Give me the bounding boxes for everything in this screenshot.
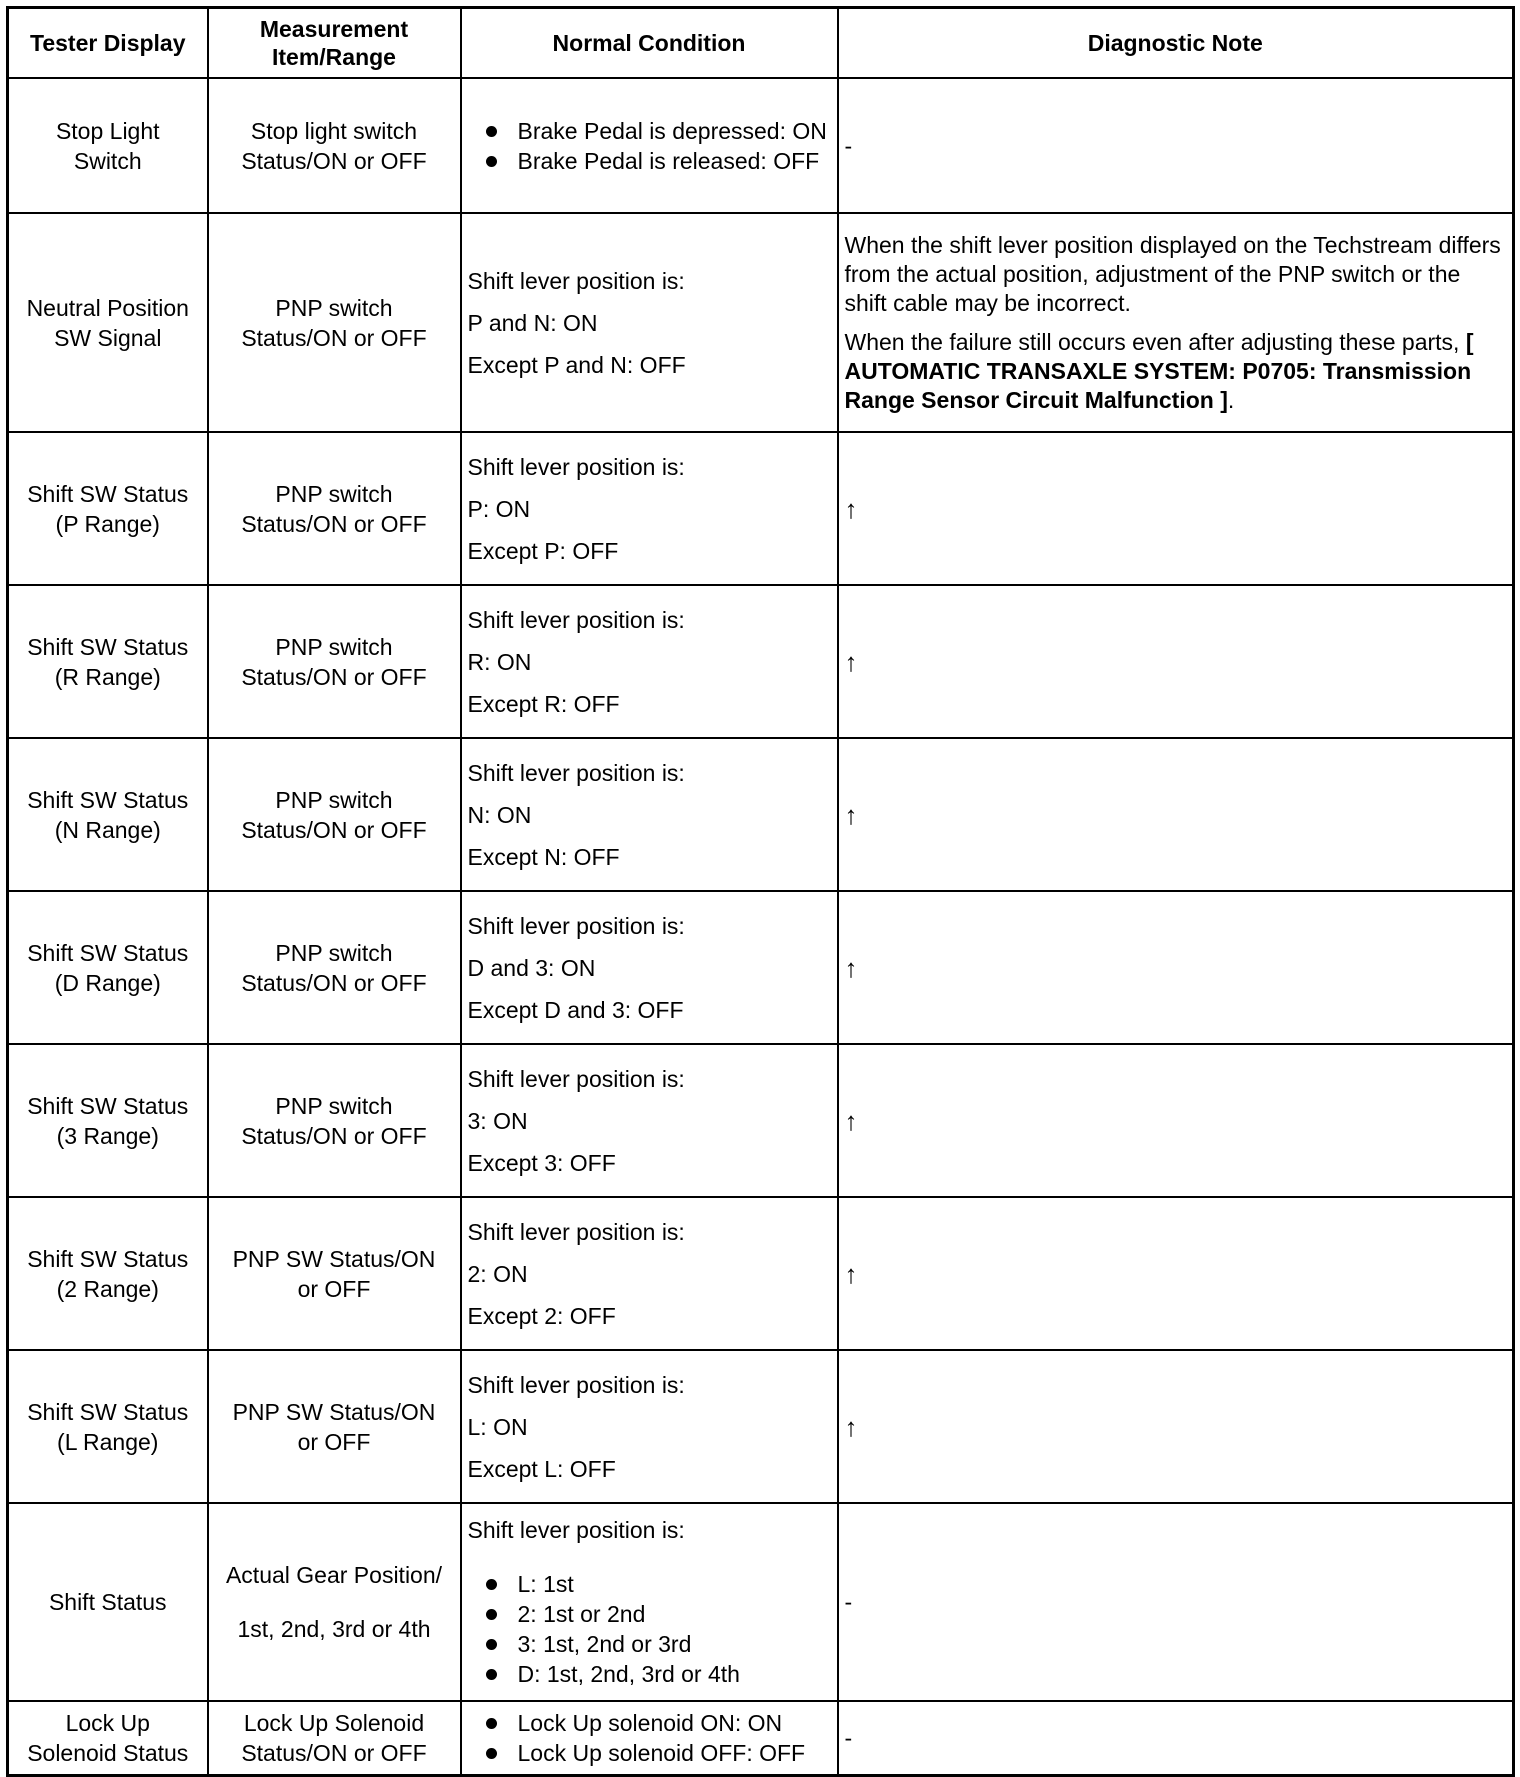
- condition-line: 3: ON: [467, 1107, 528, 1134]
- diagnostic-note-text: .: [1227, 386, 1235, 413]
- measurement-text: or OFF: [297, 1275, 371, 1302]
- condition-line: Shift lever position is:: [467, 606, 685, 633]
- measurement-text: Stop light switch: [250, 117, 418, 144]
- tester-display-text: (3 Range): [56, 1122, 159, 1149]
- measurement-text: Status/ON or OFF: [241, 1739, 427, 1766]
- header-tester-display: Tester Display: [8, 8, 208, 79]
- tester-display-text: (P Range): [55, 510, 160, 537]
- condition-line: Shift lever position is:: [467, 1371, 685, 1398]
- tester-display-cell: [8, 1701, 208, 1775]
- measurement-text: PNP switch: [275, 480, 393, 507]
- tester-display-text: SW Signal: [54, 324, 162, 351]
- list-item: D: 1st, 2nd, 3rd or 4th: [468, 1659, 831, 1689]
- diagnostic-note-cell: ↑: [838, 1044, 1514, 1197]
- tester-display-text: Lock Up: [65, 1709, 150, 1736]
- condition-line: N: ON: [467, 801, 532, 828]
- condition-line: 2: ON: [467, 1260, 528, 1287]
- list-item: Brake Pedal is depressed: ON: [468, 116, 831, 146]
- measurement-cell: [208, 891, 461, 1044]
- measurement-text: PNP SW Status/ON: [232, 1398, 436, 1425]
- table-row: [8, 891, 1514, 1044]
- measurement-cell: [208, 1044, 461, 1197]
- tester-display-text: Shift SW Status: [27, 1092, 189, 1119]
- diagnostic-note-cell: ↑: [838, 738, 1514, 891]
- list-item: Lock Up solenoid OFF: OFF: [468, 1738, 831, 1768]
- measurement-cell: [208, 213, 461, 432]
- condition-bullet-list: [468, 1708, 831, 1768]
- normal-condition-cell: [461, 1503, 838, 1701]
- condition-line: Shift lever position is:: [467, 759, 685, 786]
- diagnostic-reference-link[interactable]: [ AUTOMATIC TRANSAXLE SYSTEM: P0705: Transmission Range Sensor Circuit Malfunction ]: [844, 328, 1474, 413]
- measurement-text: PNP switch: [275, 786, 393, 813]
- measurement-cell: [208, 1197, 461, 1350]
- normal-condition-cell: [461, 1197, 838, 1350]
- diagnostic-note-cell: ↑: [838, 1350, 1514, 1503]
- condition-line: D and 3: ON: [467, 954, 596, 981]
- measurement-text: Status/ON or OFF: [241, 816, 427, 843]
- measurement-text: Actual Gear Position/: [225, 1562, 443, 1588]
- condition-bullet-list: [468, 116, 831, 176]
- condition-line: P: ON: [467, 495, 531, 522]
- diagnostic-note-paragraph: [845, 328, 1507, 415]
- measurement-text: Status/ON or OFF: [241, 147, 427, 174]
- condition-line: L: ON: [467, 1413, 528, 1440]
- tester-display-cell: [8, 213, 208, 432]
- tester-display-text: Neutral Position: [26, 294, 189, 321]
- measurement-cell: [208, 585, 461, 738]
- diagnostic-note-text: When the failure still occurs even after adjusting these parts,: [844, 328, 1466, 355]
- tester-display-text: Shift SW Status: [27, 939, 189, 966]
- condition-line: Shift lever position is:: [467, 912, 685, 939]
- measurement-text: 1st, 2nd, 3rd or 4th: [237, 1616, 431, 1642]
- tester-display-text: Switch: [73, 147, 142, 174]
- tester-display-text: Stop Light: [55, 117, 160, 144]
- condition-line: Except L: OFF: [467, 1455, 616, 1482]
- measurement-text: or OFF: [297, 1428, 371, 1455]
- list-item: L: 1st: [468, 1569, 831, 1599]
- diagnostic-note-paragraph: When the shift lever position displayed on the Techstream differs from the actual position, adjustment of the PNP switch or the shift cable may be incorrect.: [844, 231, 1501, 316]
- normal-condition-cell: [461, 1350, 838, 1503]
- measurement-text: PNP switch: [275, 1092, 393, 1119]
- diagnostic-note-cell: [838, 213, 1514, 432]
- header-diagnostic-note: Diagnostic Note: [838, 8, 1514, 79]
- table-row: [8, 213, 1514, 432]
- table-row: [8, 585, 1514, 738]
- tester-display-text: (D Range): [54, 969, 161, 996]
- tester-display-text: Shift Status: [48, 1589, 167, 1615]
- condition-spacer: [468, 1545, 831, 1569]
- tester-display-cell: [8, 738, 208, 891]
- condition-bullet-list: [468, 1569, 831, 1689]
- tester-display-cell: [8, 1197, 208, 1350]
- tester-display-cell: [8, 1503, 208, 1701]
- normal-condition-cell: [461, 1044, 838, 1197]
- normal-condition-cell: [461, 78, 838, 213]
- measurement-text: Lock Up Solenoid: [243, 1709, 425, 1736]
- tester-display-text: Shift SW Status: [27, 480, 189, 507]
- list-item: 2: 1st or 2nd: [468, 1599, 831, 1629]
- header-measurement-line1: Measurement: [259, 16, 409, 42]
- header-row: [8, 8, 1514, 79]
- table-row: [8, 1701, 1514, 1775]
- table-row: [8, 1503, 1514, 1701]
- measurement-text: Status/ON or OFF: [241, 510, 427, 537]
- tester-display-text: (R Range): [54, 663, 161, 690]
- condition-line: R: ON: [467, 648, 532, 675]
- condition-line: Except 2: OFF: [467, 1302, 616, 1329]
- data-list-table: [6, 6, 1515, 1777]
- normal-condition-cell: [461, 585, 838, 738]
- condition-line: Shift lever position is:: [467, 1517, 685, 1543]
- normal-condition-cell: [461, 213, 838, 432]
- measurement-text: PNP SW Status/ON: [232, 1245, 436, 1272]
- condition-line: Shift lever position is:: [467, 453, 685, 480]
- measurement-cell: [208, 1701, 461, 1775]
- list-item: Brake Pedal is released: OFF: [468, 146, 831, 176]
- tester-display-text: Shift SW Status: [27, 786, 189, 813]
- tester-display-cell: [8, 1044, 208, 1197]
- list-item: 3: 1st, 2nd or 3rd: [468, 1629, 831, 1659]
- normal-condition-cell: [461, 432, 838, 585]
- condition-line: Except D and 3: OFF: [467, 996, 684, 1023]
- condition-line: Shift lever position is:: [467, 1065, 685, 1092]
- measurement-cell: [208, 432, 461, 585]
- diagnostic-note-cell: ↑: [838, 585, 1514, 738]
- diagnostic-note-cell: -: [838, 1701, 1514, 1775]
- tester-display-text: Shift SW Status: [27, 633, 189, 660]
- table-row: [8, 432, 1514, 585]
- tester-display-cell: [8, 78, 208, 213]
- measurement-text: PNP switch: [275, 633, 393, 660]
- condition-line: Except P: OFF: [467, 537, 619, 564]
- measurement-text: PNP switch: [275, 939, 393, 966]
- header-measurement-line2: Item/Range: [272, 44, 396, 70]
- header-measurement-item: [208, 8, 461, 79]
- condition-line: P and N: ON: [467, 309, 598, 336]
- data-list-sheet: [6, 6, 1515, 1777]
- measurement-text: Status/ON or OFF: [241, 663, 427, 690]
- diagnostic-note-cell: ↑: [838, 432, 1514, 585]
- condition-line: Except P and N: OFF: [467, 351, 686, 378]
- list-item: Lock Up solenoid ON: ON: [468, 1708, 831, 1738]
- table-row: [8, 1044, 1514, 1197]
- tester-display-cell: [8, 585, 208, 738]
- diagnostic-note-cell: -: [838, 78, 1514, 213]
- tester-display-cell: [8, 891, 208, 1044]
- tester-display-text: Shift SW Status: [27, 1398, 189, 1425]
- table-row: [8, 1350, 1514, 1503]
- table-row: [8, 1197, 1514, 1350]
- normal-condition-cell: [461, 891, 838, 1044]
- table-row: [8, 78, 1514, 213]
- measurement-cell: [208, 1350, 461, 1503]
- tester-display-text: Solenoid Status: [27, 1739, 189, 1766]
- measurement-text: PNP switch: [275, 294, 393, 321]
- diagnostic-note-cell: ↑: [838, 891, 1514, 1044]
- measurement-text: Status/ON or OFF: [241, 324, 427, 351]
- tester-display-text: (L Range): [57, 1428, 159, 1455]
- table-row: [8, 738, 1514, 891]
- measurement-cell: [208, 1503, 461, 1701]
- normal-condition-cell: [461, 1701, 838, 1775]
- tester-display-text: (2 Range): [56, 1275, 159, 1302]
- measurement-text: Status/ON or OFF: [241, 969, 427, 996]
- diagnostic-note-cell: ↑: [838, 1197, 1514, 1350]
- header-normal-condition: Normal Condition: [461, 8, 838, 79]
- normal-condition-cell: [461, 738, 838, 891]
- tester-display-text: (N Range): [54, 816, 161, 843]
- diagnostic-note-cell: -: [838, 1503, 1514, 1701]
- condition-line: Except N: OFF: [467, 843, 620, 870]
- condition-line: Except R: OFF: [467, 690, 620, 717]
- condition-line: Except 3: OFF: [467, 1149, 616, 1176]
- condition-line: Shift lever position is:: [467, 1218, 685, 1245]
- measurement-text: Status/ON or OFF: [241, 1122, 427, 1149]
- tester-display-cell: [8, 432, 208, 585]
- measurement-cell: [208, 78, 461, 213]
- tester-display-cell: [8, 1350, 208, 1503]
- tester-display-text: Shift SW Status: [27, 1245, 189, 1272]
- measurement-cell: [208, 738, 461, 891]
- measurement-spacer: [215, 1590, 454, 1614]
- condition-line: Shift lever position is:: [467, 267, 685, 294]
